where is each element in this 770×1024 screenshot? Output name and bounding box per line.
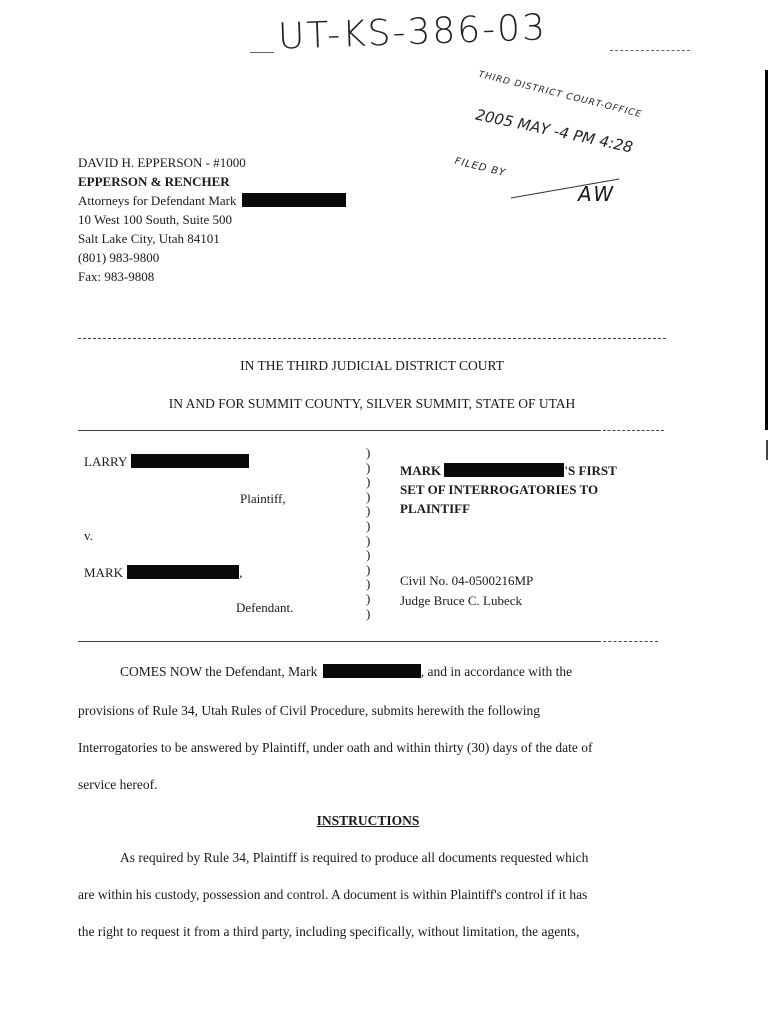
divider-caption-bottom-tail — [598, 641, 658, 642]
versus: v. — [84, 528, 93, 543]
attorney-name: DAVID H. EPPERSON - #1000 — [78, 155, 246, 170]
redaction-bar — [127, 565, 239, 579]
redaction-bar — [131, 454, 249, 468]
plaintiff-label: Plaintiff, — [240, 491, 286, 506]
plaintiff-name — [84, 452, 249, 471]
redaction-bar — [323, 664, 421, 678]
body-paragraph-1-line-3: Interrogatories to be answered by Plaintiff, under oath and within thirty (30) days of the date of — [78, 740, 593, 755]
filing-stamp — [450, 69, 650, 230]
scan-edge-mark-lower — [766, 440, 768, 460]
defendant-label: Defendant. — [236, 600, 294, 615]
title-line-1 — [400, 461, 617, 480]
body-paragraph-2-line-1: As required by Rule 34, Plaintiff is required to produce all documents requested which — [120, 850, 589, 865]
scan-edge-mark — [765, 70, 768, 430]
title-suffix: 'S FIRST — [564, 463, 617, 478]
body-paragraph-1-line-2: provisions of Rule 34, Utah Rules of Civil Procedure, submits herewith the following — [78, 703, 540, 718]
attorney-role — [78, 191, 346, 210]
divider-top — [78, 338, 666, 339]
divider-caption-bottom — [78, 641, 598, 642]
stamp-date: 2005 MAY -4 PM 4:28 — [473, 105, 635, 157]
divider-caption-top — [78, 430, 598, 431]
body-paragraph-2-line-2: are within his custody, possession and control. A document is within Plaintiff's control if it has — [78, 887, 588, 902]
address-line-1: 10 West 100 South, Suite 500 — [78, 212, 233, 227]
address-line-2: Salt Lake City, Utah 84101 — [78, 231, 220, 246]
redaction-bar — [242, 193, 346, 207]
plaintiff-first-name: LARRY — [84, 454, 127, 469]
judge-name: Judge Bruce C. Lubeck — [400, 593, 523, 608]
title-line-3: PLAINTIFF — [400, 501, 471, 516]
body-paragraph-1-line-4: service hereof. — [78, 777, 158, 792]
p1-end: , and in accordance with the — [420, 664, 573, 679]
defendant-first-name: MARK — [84, 565, 124, 580]
redaction-bar — [444, 463, 564, 477]
body-paragraph-2-line-3: the right to request it from a third party, including specifically, without limitation, the agents, — [78, 924, 580, 939]
phone: (801) 983-9800 — [78, 250, 160, 265]
stamp-court-name: THIRD DISTRICT COURT-OFFICE — [477, 69, 643, 121]
document-title — [400, 461, 617, 518]
p1-start: COMES NOW the Defendant, Mark — [120, 664, 318, 679]
header-dash-left — [250, 52, 274, 53]
defendant-name — [84, 563, 243, 582]
caption-parentheses: ) ) ) ) ) ) ) ) ) ) ) ) — [366, 445, 371, 621]
attorney-block — [78, 153, 346, 286]
instructions-heading: INSTRUCTIONS — [316, 813, 420, 828]
header-dash-right — [610, 50, 690, 51]
stamp-filed-by: FILED BY — [453, 155, 507, 180]
title-prefix: MARK — [400, 463, 442, 478]
civil-number: Civil No. 04-0500216MP — [400, 573, 534, 588]
fax: Fax: 983-9808 — [78, 269, 155, 284]
divider-caption-top-tail — [598, 430, 664, 431]
stamp-initials: AW — [578, 182, 616, 206]
handwritten-case-number: UT-KS-386-03 — [277, 7, 548, 58]
law-firm: EPPERSON & RENCHER — [78, 174, 230, 189]
title-line-2: SET OF INTERROGATORIES TO — [400, 482, 599, 497]
court-name: IN THE THIRD JUDICIAL DISTRICT COURT — [240, 358, 504, 373]
attorney-role-text: Attorneys for Defendant Mark — [78, 193, 237, 208]
court-venue: IN AND FOR SUMMIT COUNTY, SILVER SUMMIT, STATE OF UTAH — [168, 396, 576, 411]
defendant-comma: , — [239, 565, 243, 580]
body-paragraph-1-line-1 — [120, 664, 572, 680]
